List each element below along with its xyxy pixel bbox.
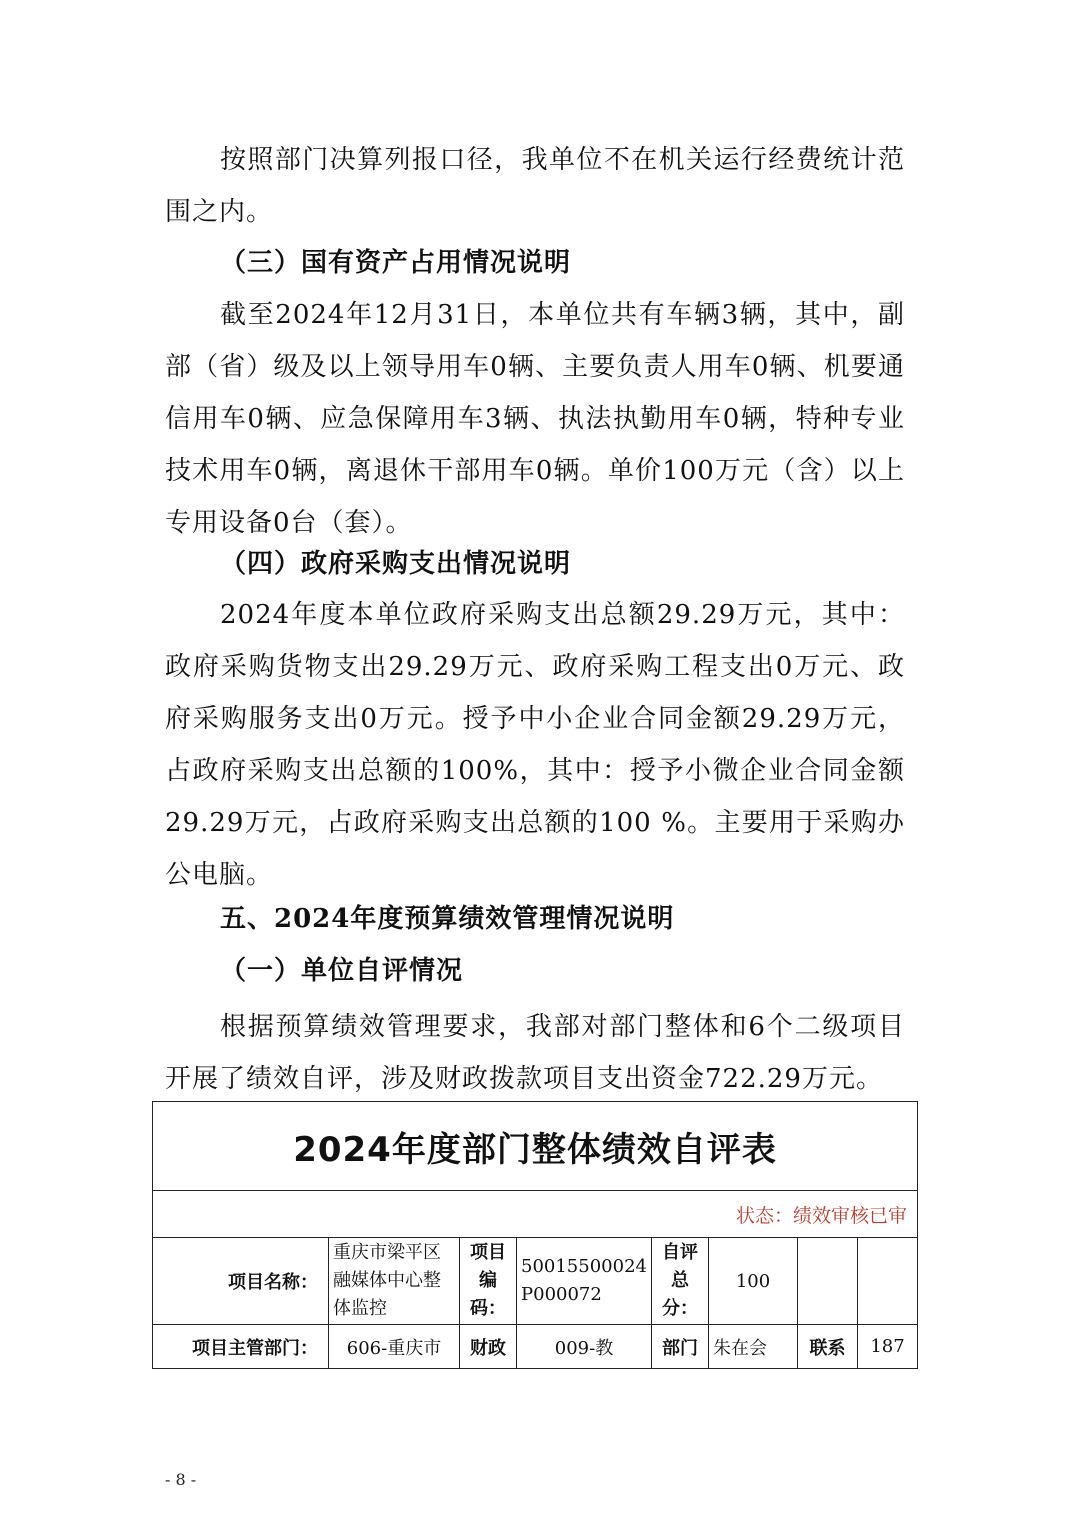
- project-name-label: 项目名称：: [153, 1238, 329, 1325]
- finance-value: 009-教: [517, 1325, 652, 1369]
- evaluation-table: [152, 1101, 918, 1369]
- table-title: 2024年度部门整体绩效自评表: [153, 1102, 918, 1191]
- contact-label: 联系: [798, 1325, 858, 1369]
- project-code-value: 50015500024P000072: [517, 1238, 652, 1325]
- department-value: 朱在会: [709, 1325, 798, 1369]
- empty-cell: [858, 1238, 918, 1325]
- evaluation-table-container: [152, 1101, 917, 1369]
- heading-performance-management: 五、2024年度预算绩效管理情况说明: [220, 904, 675, 934]
- department-label: 部门: [652, 1325, 709, 1369]
- empty-cell: [798, 1238, 858, 1325]
- self-score-value: 100: [709, 1238, 798, 1325]
- heading-government-procurement: （四）政府采购支出情况说明: [220, 549, 572, 579]
- heading-self-evaluation: （一）单位自评情况: [220, 956, 464, 986]
- project-name-value: 重庆市梁平区融媒体中心整体监控: [329, 1238, 460, 1325]
- paragraph-admin-expenses: 按照部门决算列报口径，我单位不在机关运行经费统计范围之内。: [165, 145, 905, 227]
- page-number: - 8 -: [165, 1470, 197, 1489]
- status-badge: 状态：绩效审核已审: [153, 1191, 918, 1238]
- supervising-dept-value: 606-重庆市: [329, 1325, 460, 1369]
- paragraph-vehicles: 截至2024年12月31日，本单位共有车辆3辆，其中，副部（省）级及以上领导用车0辆、主要负责人用车0辆、机要通信用车0辆、应急保障用车3辆、执法执勤用车0辆，特种专业技术用车0辆，离退休干部用车0辆。单价100万元（含）以上专用设备0台（套）。: [165, 300, 905, 538]
- supervising-dept-label: 项目主管部门：: [153, 1325, 329, 1369]
- heading-state-assets: （三）国有资产占用情况说明: [220, 248, 572, 278]
- finance-label: 财政: [460, 1325, 517, 1369]
- contact-value: 187: [858, 1325, 918, 1369]
- paragraph-self-evaluation: 根据预算绩效管理要求，我部对部门整体和6个二级项目开展了绩效自评，涉及财政拨款项目支出资金722.29万元。: [165, 1012, 905, 1094]
- table-row: [153, 1238, 918, 1325]
- paragraph-procurement: 2024年度本单位政府采购支出总额29.29万元，其中：政府采购货物支出29.29万元、政府采购工程支出0万元、政府采购服务支出0万元。授予中小企业合同金额29.29万元，占政府采购支出总额的100%，其中：授予小微企业合同金额29.29万元，占政府采购支出总额的100 %。主要用于采购办公电脑。: [165, 600, 905, 890]
- project-code-label: 项目编码：: [460, 1238, 517, 1325]
- table-row: [153, 1325, 918, 1369]
- self-score-label: 自评总分：: [652, 1238, 709, 1325]
